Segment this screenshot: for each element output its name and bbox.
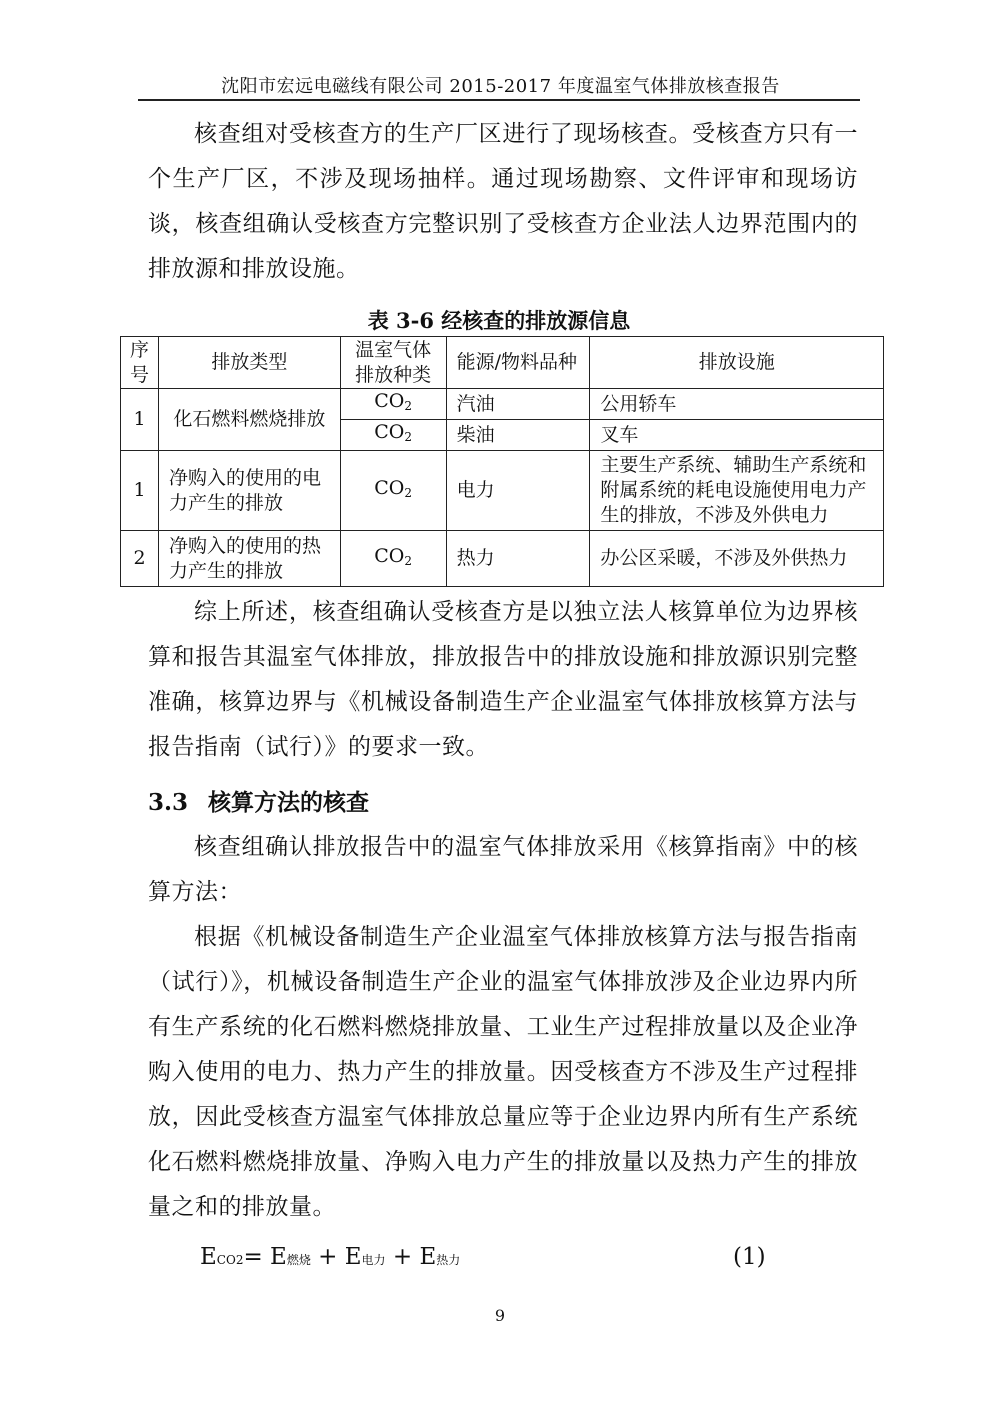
cell-seq: 1 (121, 389, 159, 451)
summary-paragraph: 综上所述，核查组确认受核查方是以独立法人核算单位为边界核算和报告其温室气体排放，排放报告中的排放设施和排放源识别完整准确，核算边界与《机械设备制造生产企业温室气体排放核算方法与报告指南（试行）》的要求一致。 (148, 599, 858, 760)
cell-seq: 2 (121, 531, 159, 587)
method-detail-paragraph: 根据《机械设备制造生产企业温室气体排放核算方法与报告指南（试行）》，机械设备制造生产企业的温室气体排放涉及企业边界内所有生产系统的化石燃料燃烧排放量、工业生产过程排放量以及企业净购入使用的电力、热力产生的排放量。因受核查方不涉及生产过程排放，因此受核查方温室气体排放总量应等于企业边界内所有生产系统化石燃料燃烧排放量、净购入电力产生的排放量以及热力产生的排放量之和的排放量。 (148, 924, 858, 1220)
cell-energy: 热力 (446, 531, 590, 587)
page-number: 9 (494, 1306, 506, 1325)
cell-type: 净购入的使用的电力产生的排放 (158, 451, 340, 531)
cell-gas: $CO_2$ (340, 531, 446, 587)
section-title: 核算方法的核查 (208, 789, 369, 816)
cell-energy: 柴油 (446, 420, 590, 451)
cell-facility: 叉车 (590, 420, 884, 451)
table-row (121, 389, 884, 420)
cell-type: 化石燃料燃烧排放 (158, 389, 340, 451)
header-seq: 序号 (121, 337, 159, 389)
cell-facility: 主要生产系统、辅助生产系统和附属系统的耗电设施使用电力产生的排放，不涉及外供电力 (590, 451, 884, 531)
formula-number: (1) (733, 1244, 766, 1270)
header-divider (138, 99, 860, 101)
table-header-row (121, 337, 884, 389)
cell-gas: $CO_2$ (340, 420, 446, 451)
header-energy: 能源/物料品种 (446, 337, 590, 389)
cell-gas: $CO_2$ (340, 451, 446, 531)
cell-type: 净购入的使用的热力产生的排放 (158, 531, 340, 587)
cell-facility: 公用轿车 (590, 389, 884, 420)
emission-formula: ECO2= E燃烧 + E电力 + E热力 (200, 1244, 461, 1270)
cell-energy: 电力 (446, 451, 590, 531)
cell-gas: $CO_2$ (340, 389, 446, 420)
cell-facility: 办公区采暖，不涉及外供热力 (590, 531, 884, 587)
cell-energy: 汽油 (446, 389, 590, 420)
header-type: 排放类型 (158, 337, 340, 389)
method-paragraph: 核查组确认排放报告中的温室气体排放采用《核算指南》中的核算方法： (148, 834, 858, 905)
emission-source-table (120, 336, 884, 587)
intro-paragraph: 核查组对受核查方的生产厂区进行了现场核查。受核查方只有一个生产厂区，不涉及现场抽样。通过现场勘察、文件评审和现场访谈，核查组确认受核查方完整识别了受核查方企业法人边界范围内的排放源和排放设施。 (148, 121, 858, 282)
table-caption: 表 3-6 经核查的排放源信息 (367, 308, 631, 333)
header-facility: 排放设施 (590, 337, 884, 389)
header-gas: 温室气体排放种类 (340, 337, 446, 389)
page-header: 沈阳市宏远电磁线有限公司 2015-2017 年度温室气体排放核查报告 (221, 76, 780, 97)
section-number: 3.3 (148, 789, 189, 816)
table-row (121, 531, 884, 587)
cell-seq: 1 (121, 451, 159, 531)
table-row (121, 451, 884, 531)
section-heading (148, 784, 369, 817)
